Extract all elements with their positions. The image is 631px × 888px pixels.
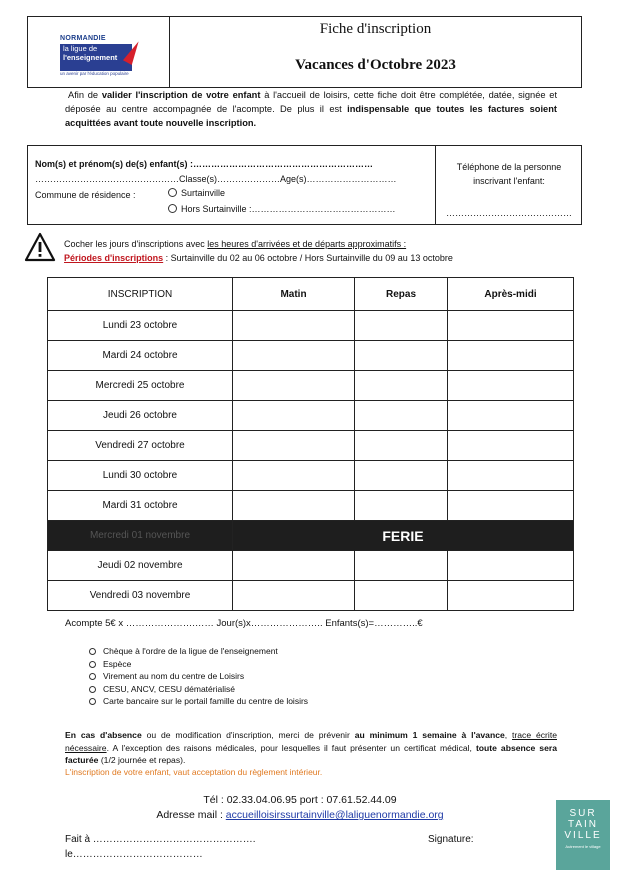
radio-hors-surtainville[interactable] — [168, 204, 177, 213]
cell-matin[interactable] — [233, 551, 355, 581]
cell-apres-midi[interactable] — [448, 491, 574, 521]
instruction-underlined: les heures d'arrivées et de départs approximatifs : — [207, 239, 407, 249]
cell-matin[interactable] — [233, 401, 355, 431]
mail-link[interactable]: accueilloisirssurtainville@laliguenormandie.org — [225, 809, 444, 821]
child-names-field[interactable]: Nom(s) et prénom(s) de(s) enfant(s) :…………………………………………………… — [35, 159, 374, 169]
cell-matin[interactable] — [233, 341, 355, 371]
cell-matin[interactable] — [233, 461, 355, 491]
cell-matin[interactable] — [233, 581, 355, 611]
cell-repas[interactable] — [355, 551, 448, 581]
logo-text-2: TAIN — [567, 819, 599, 830]
day-label: Vendredi 03 novembre — [48, 581, 233, 611]
phone-numbers: Tél : 02.33.04.06.95 port : 07.61.52.44.09 — [203, 794, 397, 806]
intro-text-1: Afin de — [68, 90, 102, 100]
cell-repas[interactable] — [355, 491, 448, 521]
logo-red-mark — [123, 39, 143, 65]
cell-apres-midi[interactable] — [448, 551, 574, 581]
day-label: Mercredi 25 octobre — [48, 371, 233, 401]
ligue-logo — [60, 35, 140, 81]
absence-text-4: (1/2 journée et repas). — [98, 755, 186, 765]
header-matin: Matin — [233, 278, 355, 311]
cell-repas[interactable] — [355, 581, 448, 611]
absence-underlined: trace écrite nécessaire — [65, 730, 557, 753]
absence-text-1: ou de modification d'inscription, merci de prévenir — [141, 730, 355, 740]
payment-option-cheque[interactable]: Chèque à l'ordre de la ligue de l'enseignement — [87, 645, 308, 658]
logo-cell — [28, 17, 170, 87]
logo-text-3: VILLE — [564, 830, 602, 841]
absence-bold-2: au minimum 1 semaine à l'avance — [354, 730, 505, 740]
cell-repas[interactable] — [355, 401, 448, 431]
cell-apres-midi[interactable] — [448, 581, 574, 611]
day-label: Mardi 24 octobre — [48, 341, 233, 371]
day-label: Mercredi 01 novembre — [48, 521, 233, 551]
instruction-line-1 — [64, 239, 406, 249]
table-row-ferie — [48, 521, 574, 551]
payment-option-carte[interactable]: Carte bancaire sur le portail famille du centre de loisirs — [87, 695, 308, 708]
table-header-row — [48, 278, 574, 311]
day-label: Mardi 31 octobre — [48, 491, 233, 521]
table-row — [48, 491, 574, 521]
reglement-note: L'inscription de votre enfant, vaut acceptation du règlement intérieur. — [65, 767, 323, 777]
cell-repas[interactable] — [355, 431, 448, 461]
table-row — [48, 551, 574, 581]
day-label: Lundi 30 octobre — [48, 461, 233, 491]
cell-apres-midi[interactable] — [448, 371, 574, 401]
table-row — [48, 581, 574, 611]
payment-options-list — [87, 645, 308, 708]
periods-label: Périodes d'inscriptions — [64, 253, 164, 263]
logo-tagline: un avenir par l'éducation populaire — [60, 71, 129, 76]
phone-label-2: inscrivant l'enfant: — [473, 176, 545, 186]
mail-line — [120, 808, 480, 823]
date-field[interactable]: le………………………………… — [65, 849, 203, 860]
header-apres-midi: Après-midi — [448, 278, 574, 311]
table-row — [48, 431, 574, 461]
periods-text: : Surtainville du 02 au 06 octobre / Hors Surtainville du 09 au 13 octobre — [163, 253, 453, 263]
cell-apres-midi[interactable] — [448, 311, 574, 341]
cell-repas[interactable] — [355, 461, 448, 491]
header-inscription: INSCRIPTION — [48, 278, 233, 311]
instruction-line-2 — [64, 253, 453, 263]
logo-line2: l'enseignement — [63, 53, 118, 62]
day-label: Jeudi 26 octobre — [48, 401, 233, 431]
mail-label: Adresse mail : — [156, 809, 226, 821]
cell-matin[interactable] — [233, 371, 355, 401]
payment-option-cesu[interactable]: CESU, ANCV, CESU dématérialisé — [87, 683, 308, 696]
fait-a-field[interactable]: Fait à …………………………………………. — [65, 834, 256, 845]
cell-apres-midi[interactable] — [448, 401, 574, 431]
identity-box — [27, 145, 582, 225]
schedule-table — [47, 277, 574, 611]
phone-field[interactable]: …………………………………… — [446, 208, 572, 218]
table-row — [48, 311, 574, 341]
radio-surtainville[interactable] — [168, 188, 177, 197]
instruction-text: Cocher les jours d'inscriptions avec — [64, 239, 208, 249]
logo-text-1: SUR — [569, 808, 597, 819]
table-row — [48, 371, 574, 401]
table-row — [48, 461, 574, 491]
commune-option-hors[interactable] — [168, 204, 396, 214]
cell-apres-midi[interactable] — [448, 341, 574, 371]
intro-bold-1: valider l'inscription de votre enfant — [101, 90, 261, 100]
form-subtitle: Vacances d'Octobre 2023 — [295, 57, 456, 73]
cell-matin[interactable] — [233, 311, 355, 341]
cell-matin[interactable] — [233, 431, 355, 461]
option-surtainville-label: Surtainville — [181, 188, 226, 198]
logo-blue-block — [60, 44, 132, 71]
header-repas: Repas — [355, 278, 448, 311]
intro-text-2: à l'accueil de loisirs, cette fiche doit être complétée, datée, signée et déposée au centre accompagnée de l'acompte. De plus il est — [65, 90, 558, 114]
contact-block — [120, 793, 480, 823]
absence-bold-1: En cas d'absence — [65, 730, 142, 740]
cell-repas[interactable] — [355, 341, 448, 371]
commune-label: Commune de résidence : — [35, 190, 136, 200]
table-row — [48, 341, 574, 371]
payment-option-virement[interactable]: Virement au nom du centre de Loisirs — [87, 670, 308, 683]
absence-text-2: , — [504, 730, 513, 740]
payment-option-espece[interactable]: Espèce — [87, 658, 308, 671]
absence-bold-3: toute absence sera facturée — [65, 742, 557, 765]
cell-repas[interactable] — [355, 371, 448, 401]
day-label: Jeudi 02 novembre — [48, 551, 233, 581]
table-row — [48, 401, 574, 431]
logo-line1: la ligue de — [63, 44, 98, 53]
acompte-field[interactable]: Acompte 5€ x ………………….…… Jour(s)x………………….. Enfants(s)=…………..€ — [65, 618, 423, 629]
day-label: Lundi 23 octobre — [48, 311, 233, 341]
option-hors-label: Hors Surtainville :………………………………………… — [181, 204, 396, 214]
class-age-field[interactable]: …………………………………………Classe(s)…………………Age(s)………………………… — [35, 174, 397, 184]
logo-region: NORMANDIE — [60, 35, 106, 42]
ferie-label: FERIE — [233, 521, 574, 551]
cell-matin[interactable] — [233, 491, 355, 521]
signature-label: Signature: — [428, 834, 474, 845]
identity-divider — [435, 146, 436, 224]
absence-text-3: . A l'exception des raisons médicales, pour lesquelles il faut présenter un certificat médical, — [106, 742, 476, 753]
intro-bold-2: indispensable que toutes les factures soient acquittées avant toute nouvelle inscription. — [65, 104, 557, 128]
header-box — [27, 16, 582, 88]
intro-paragraph — [65, 88, 557, 130]
phone-label-1: Téléphone de la personne — [456, 162, 562, 172]
commune-option-surtainville[interactable] — [168, 188, 225, 198]
surtainville-logo — [556, 800, 610, 870]
form-title: Fiche d'inscription — [319, 21, 432, 37]
cell-apres-midi[interactable] — [448, 431, 574, 461]
cell-repas[interactable] — [355, 311, 448, 341]
cell-apres-midi[interactable] — [448, 461, 574, 491]
warning-icon — [24, 232, 56, 262]
logo-tagline-2: Autrement le village — [565, 844, 601, 849]
day-label: Vendredi 27 octobre — [48, 431, 233, 461]
absence-paragraph — [65, 729, 557, 767]
